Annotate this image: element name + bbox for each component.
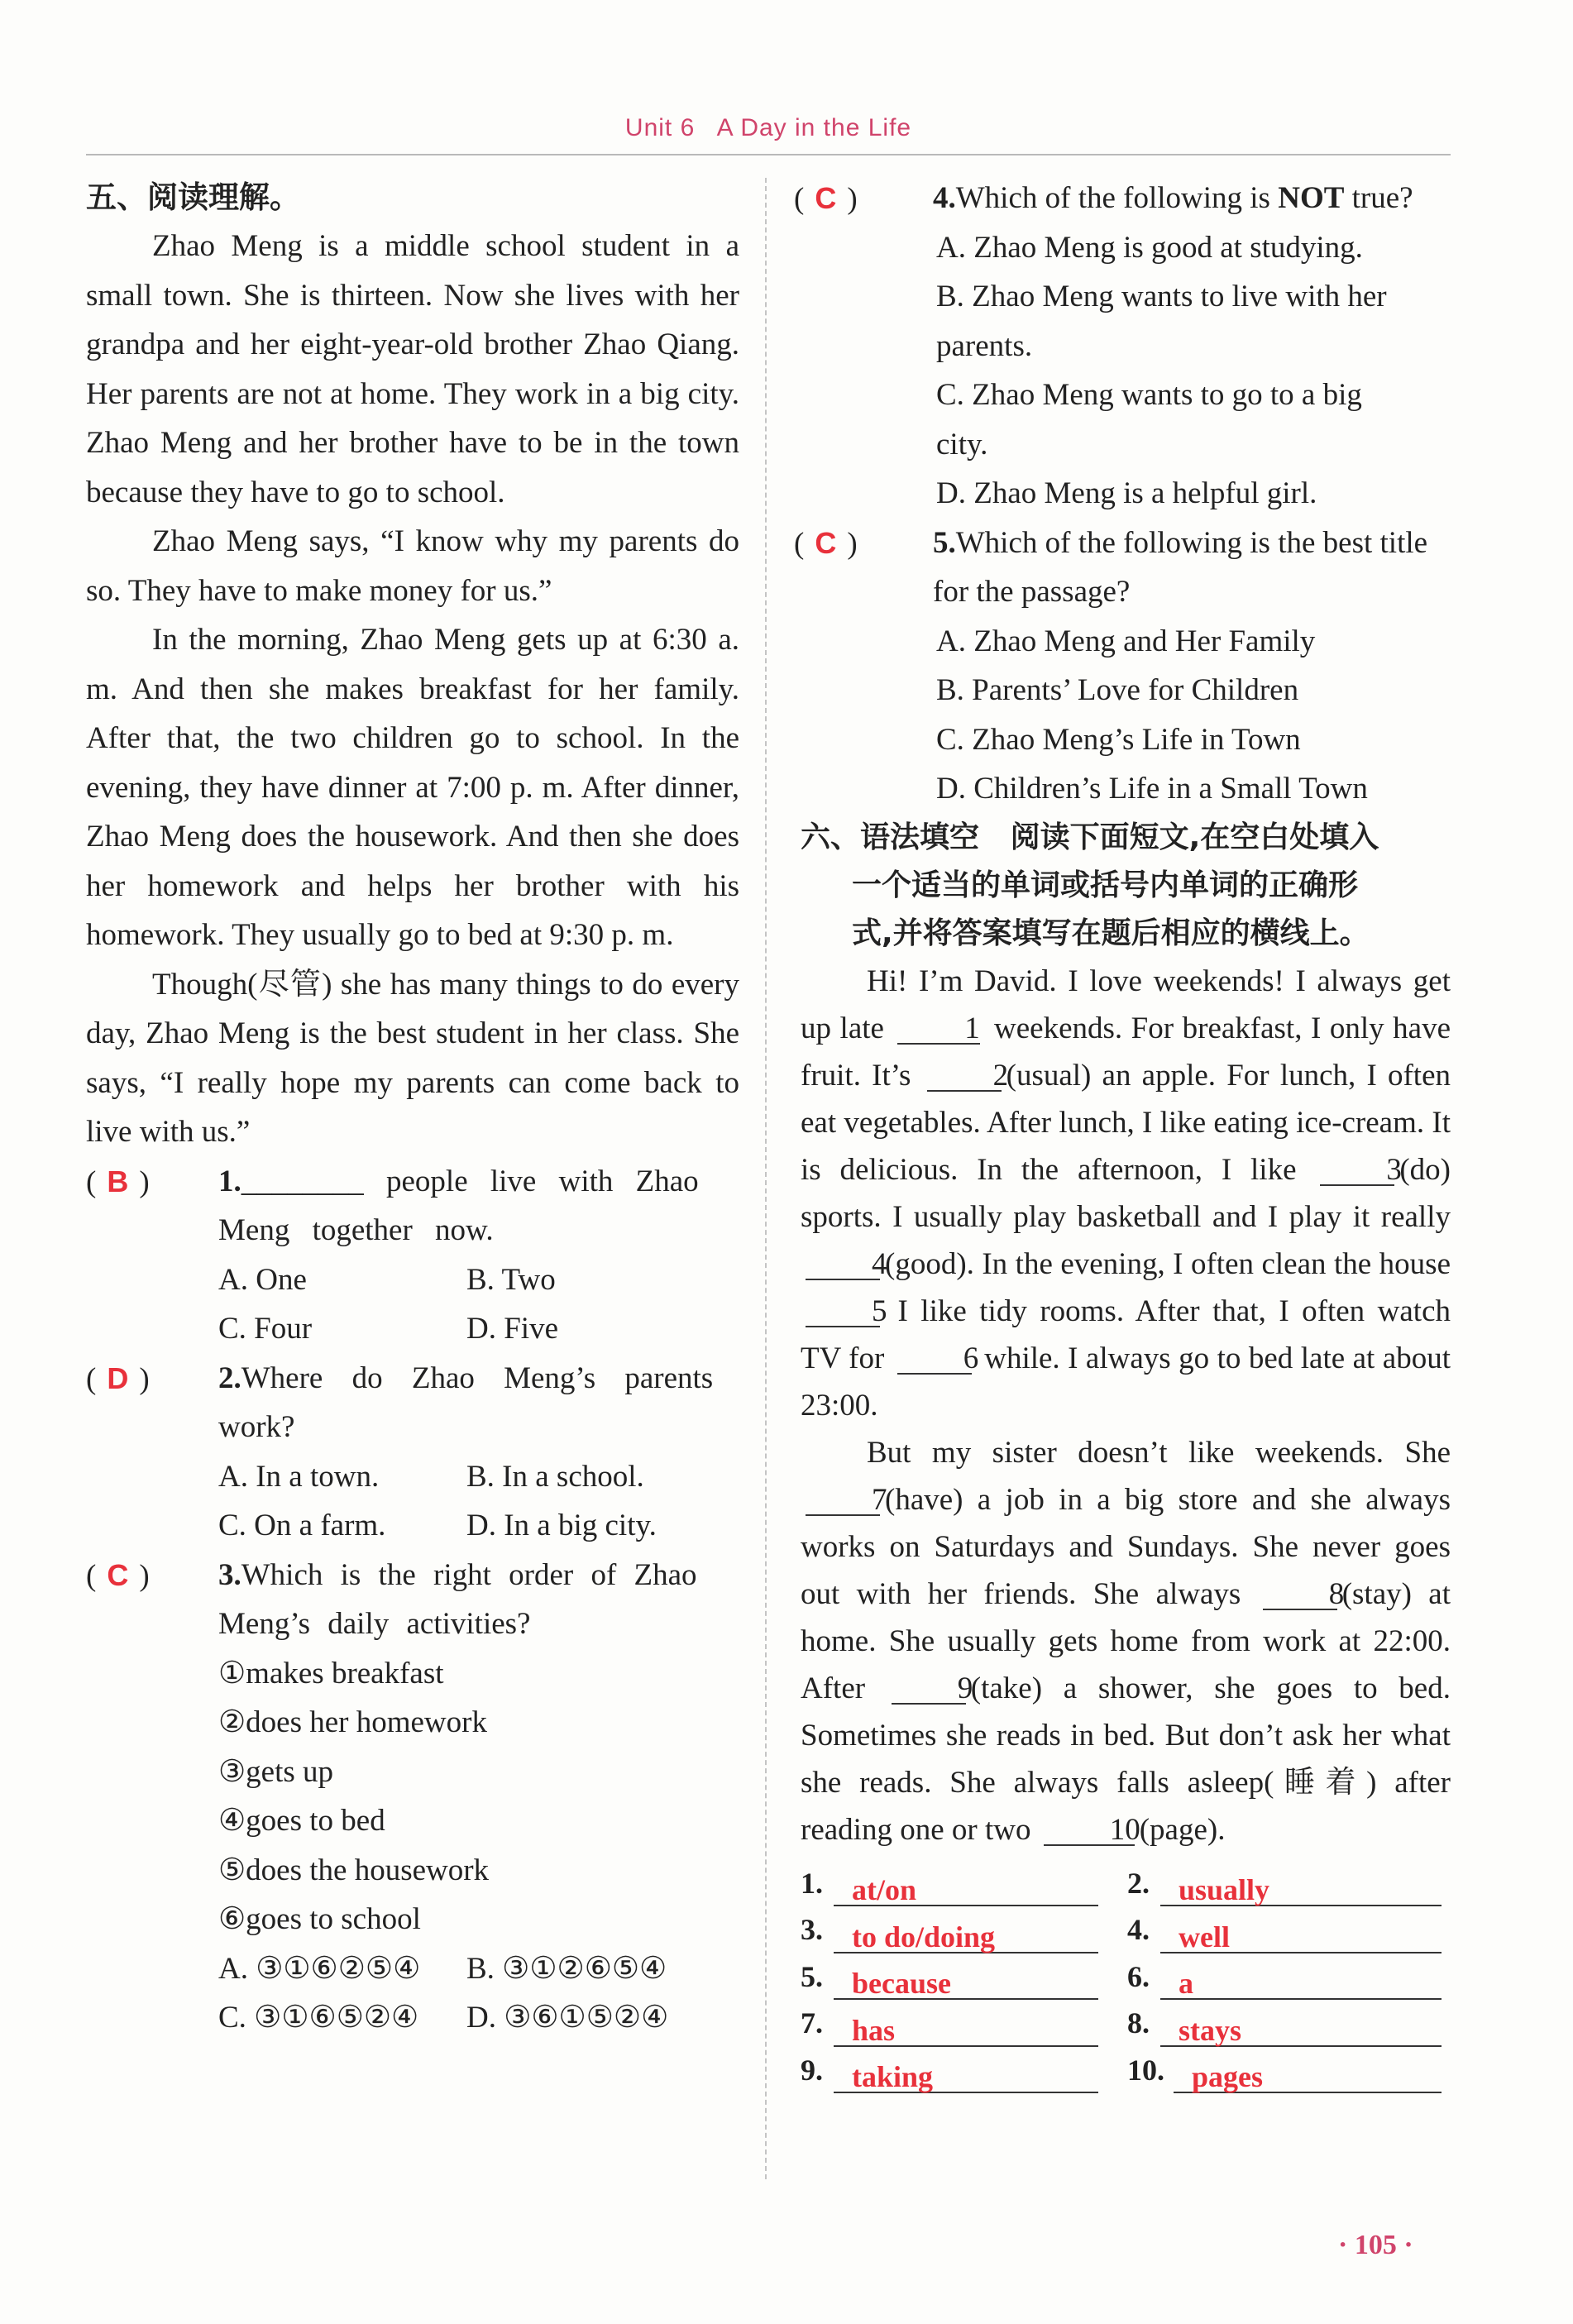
section-6-instruction: 阅读下面短文,在空白处填入 — [1010, 820, 1379, 854]
option-d: D. Zhao Meng is a helpful girl. — [936, 476, 1317, 510]
options-row — [86, 1501, 739, 1551]
question-stem-end: true? — [1344, 181, 1413, 215]
option-d: D. In a big city. — [466, 1509, 657, 1542]
question-5 — [794, 519, 1451, 617]
option-c: C. ③①⑥⑤②④ — [218, 2001, 419, 2035]
options-row — [86, 1255, 739, 1305]
right-column — [794, 174, 1451, 2093]
cloze-blank-5: 5 — [806, 1298, 880, 1327]
activity-item: ⑤does the housework — [218, 1853, 490, 1887]
section-6-header — [801, 814, 1451, 862]
cloze-text: (good). In the evening, I often clean the house — [885, 1246, 1451, 1281]
answer-value: to do/doing — [834, 1917, 1098, 1953]
cloze-text: (page). — [1139, 1812, 1226, 1847]
question-blank: ________ — [241, 1164, 364, 1198]
answer-line-10 — [1127, 2047, 1451, 2094]
question-stem-emphasis: NOT — [1278, 181, 1345, 215]
answer-line-3 — [801, 1906, 1127, 1953]
section-6-instruction-line: 式,并将答案填写在题后相应的横线上。 — [852, 916, 1370, 950]
option-a: A. In a town. — [218, 1459, 380, 1494]
answer-value: stays — [1160, 2011, 1442, 2047]
option-c: C. Zhao Meng’s Life in Town — [936, 722, 1301, 757]
question-3 — [86, 1551, 739, 1649]
unit-title: Unit 6 A Day in the Life — [624, 114, 912, 141]
passage-paragraph-1: Zhao Meng is a middle school student in a small town. She is thirteen. Now she lives with her grandpa and her eight-year-old brother Zhao Qiang. Her parents are not at home. They work in a big city. Zhao Meng and her brother have to be in the town because they have to go to school. — [86, 229, 739, 509]
activity-item: ③gets up — [218, 1754, 334, 1789]
answer-value: because — [834, 1963, 1098, 2000]
answer-value: has — [834, 2011, 1098, 2047]
answer-number: 3. — [801, 1913, 823, 1946]
answer-paren: ( C ) — [86, 1551, 218, 1601]
question-stem: Which is the right order of Zhao Meng’s daily activities? — [218, 1557, 697, 1641]
cloze-text: (stay) at home. She usually gets home from work at 22:00. After — [801, 1576, 1451, 1705]
cloze-text: weekends. For breakfast, I only have fruit. It’s — [801, 1011, 1451, 1093]
question-number: 3. — [218, 1557, 241, 1592]
answer-number: 7. — [801, 2006, 823, 2039]
option-c: C. On a farm. — [218, 1509, 386, 1542]
answer-number: 2. — [1127, 1866, 1150, 1900]
cloze-text: (have) a job in a big store and she always works on Saturdays and Sundays. She never goes out with her friends. She always — [801, 1482, 1451, 1611]
answer-value: usually — [1160, 1870, 1442, 1906]
cloze-text: Hi! I’m David. I love weekends! I always get up late — [801, 964, 1451, 1045]
answer-line-8 — [1127, 2000, 1451, 2047]
option-a: A. Zhao Meng is good at studying. — [936, 230, 1363, 265]
cloze-paragraph-1 — [801, 958, 1451, 1429]
answer-number: 4. — [1127, 1913, 1150, 1946]
answer-line-2 — [1127, 1860, 1451, 1907]
answer-line-9 — [801, 2047, 1127, 2094]
section-5-title: 五、阅读理解。 — [86, 179, 300, 215]
answer-mark: D — [107, 1360, 129, 1395]
option-c: C. Four — [218, 1312, 313, 1346]
column-divider — [765, 178, 767, 2179]
page-number: · 105 · — [1338, 2230, 1413, 2260]
answer-value: pages — [1174, 2057, 1442, 2093]
answer-paren: ( C ) — [794, 519, 926, 569]
answer-number: 5. — [801, 1959, 823, 1993]
cloze-blank-9: 9 — [892, 1675, 966, 1705]
answer-lines — [801, 1860, 1451, 2094]
cloze-blank-7: 7 — [806, 1486, 880, 1516]
question-stem: Which of the following is the best title for the passage? — [933, 525, 1428, 609]
section-6-title: 六、语法填空 — [801, 820, 980, 854]
cloze-blank-10: 10 — [1044, 1816, 1135, 1846]
option-b: B. Parents’ Love for Children — [936, 673, 1299, 707]
cloze-text: (take) a shower, she goes to bed. Sometimes she reads in bed. But don’t ask her what she reads. She always falls asleep(睡着) after reading one or two — [801, 1671, 1451, 1847]
answer-number: 6. — [1127, 1959, 1150, 1993]
answer-line-7 — [801, 2000, 1127, 2047]
cloze-text: while. I always go to bed late at about 23:00. — [801, 1341, 1451, 1423]
answer-line-6 — [1127, 1953, 1451, 2001]
answer-mark: C — [107, 1557, 129, 1592]
left-column — [86, 174, 739, 2043]
answer-number: 1. — [801, 1866, 823, 1900]
option-d: D. ③⑥①⑤②④ — [466, 2001, 669, 2035]
answer-line-1 — [801, 1860, 1127, 1907]
cloze-text: (usual) an apple. For lunch, I often eat vegetables. After lunch, I like eating ice-cream. It is delicious. In the afternoon, I like — [801, 1058, 1451, 1187]
answer-line-5 — [801, 1953, 1127, 2001]
option-a: A. Zhao Meng and Her Family — [936, 624, 1316, 658]
question-number: 2. — [218, 1360, 241, 1395]
answer-number: 8. — [1127, 2006, 1150, 2039]
answer-value: taking — [834, 2057, 1098, 2093]
answer-paren: ( C ) — [794, 174, 926, 224]
option-a: A. One — [218, 1262, 307, 1297]
passage-paragraph-4: Though(尽管) she has many things to do every day, Zhao Meng is the best student in her class. She says, “I really hope my parents can come back to live with us.” — [86, 967, 739, 1149]
answer-mark: C — [815, 181, 837, 215]
activity-item: ④goes to bed — [218, 1804, 385, 1838]
cloze-text: I like tidy rooms. After that, I often watch TV for — [801, 1294, 1451, 1375]
option-a: A. ③①⑥②⑤④ — [218, 1951, 421, 1986]
answer-value: well — [1160, 1917, 1442, 1953]
option-c: C. Zhao Meng wants to go to a big city. — [936, 378, 1362, 461]
option-b: B. In a school. — [466, 1459, 644, 1494]
cloze-blank-8: 8 — [1263, 1580, 1337, 1610]
options-row — [86, 1993, 739, 2043]
question-stem: Which of the following is — [955, 181, 1279, 215]
activity-item: ②does her homework — [218, 1705, 487, 1739]
question-number: 5. — [933, 525, 956, 560]
answer-mark: C — [815, 525, 837, 560]
option-b: B. Two — [466, 1262, 556, 1297]
options-row — [86, 1304, 739, 1354]
answer-paren: ( B ) — [86, 1157, 218, 1207]
answer-number: 9. — [801, 2053, 823, 2087]
question-4 — [794, 174, 1451, 223]
answer-mark: B — [107, 1164, 129, 1198]
answer-value: a — [1160, 1963, 1442, 2000]
cloze-paragraph-2 — [801, 1429, 1451, 1853]
answer-paren: ( D ) — [86, 1354, 218, 1404]
page-header — [86, 114, 1451, 155]
cloze-blank-2: 2 — [927, 1062, 1002, 1092]
cloze-blank-1: 1 — [897, 1015, 980, 1045]
option-d: D. Five — [466, 1312, 558, 1346]
activity-item: ⑥goes to school — [218, 1902, 421, 1936]
cloze-text: (do) sports. I usually play basketball and I play it really — [801, 1152, 1451, 1234]
cloze-text: But my sister doesn’t like weekends. She — [867, 1435, 1451, 1470]
question-stem: people live with Zhao Meng together now. — [218, 1164, 699, 1247]
passage-paragraph-2: Zhao Meng says, “I know why my parents do so. They have to make money for us.” — [86, 524, 739, 608]
question-stem: Where do Zhao Meng’s parents work? — [218, 1360, 714, 1444]
question-number: 4. — [933, 181, 956, 215]
option-d: D. Children’s Life in a Small Town — [936, 772, 1368, 806]
option-b: B. ③①②⑥⑤④ — [466, 1951, 667, 1986]
options-row — [86, 1452, 739, 1502]
answer-number: 10. — [1127, 2053, 1164, 2087]
passage-paragraph-3: In the morning, Zhao Meng gets up at 6:30 a. m. And then she makes breakfast for her family. After that, the two children go to school. In the evening, they have dinner at 7:00 p. m. After dinner, Zhao Meng does the housework. And then she does her homework and helps her brother with his homework. They usually go to bed at 9:30 p. m. — [86, 623, 739, 952]
answer-value: at/on — [834, 1870, 1098, 1906]
section-6-instruction-line: 一个适当的单词或括号内单词的正确形 — [852, 868, 1359, 902]
cloze-blank-6: 6 — [897, 1345, 972, 1375]
option-b: B. Zhao Meng wants to live with her parents. — [936, 280, 1387, 363]
options-row — [86, 1944, 739, 1994]
question-1 — [86, 1157, 739, 1255]
question-2 — [86, 1354, 739, 1452]
cloze-blank-4: 4 — [806, 1250, 880, 1280]
question-number: 1. — [218, 1164, 241, 1198]
activity-item: ①makes breakfast — [218, 1656, 444, 1690]
cloze-blank-3: 3 — [1320, 1156, 1394, 1186]
answer-line-4 — [1127, 1906, 1451, 1953]
